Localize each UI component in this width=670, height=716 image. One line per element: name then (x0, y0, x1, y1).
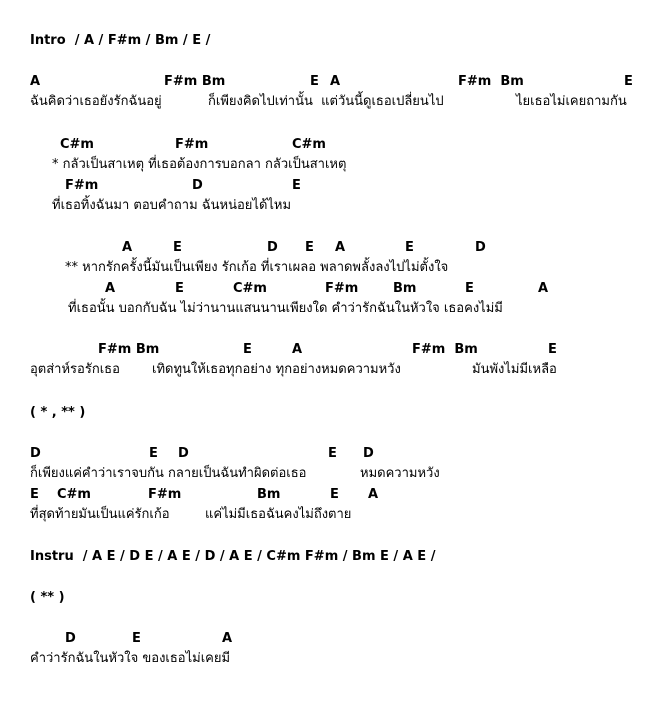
chord-symbol: A (538, 281, 549, 296)
chord-symbol: E (328, 446, 337, 461)
lyric-text: คำว่ารักฉันในหัวใจ ของเธอไม่เคยมี (30, 651, 231, 666)
chord-symbol: Bm (393, 281, 417, 296)
section-heading (0, 403, 670, 423)
lyric-text: มันพังไม่มีเหลือ (472, 362, 557, 377)
chord-symbol: A (335, 240, 346, 255)
chord-symbol: E (624, 74, 633, 89)
chord-line (0, 135, 670, 155)
lyric-text: เทิดทูนให้เธอทุกอย่าง ทุกอย่างหมดความหวัง (152, 362, 401, 377)
chord-symbol: D (363, 446, 374, 461)
chord-symbol: A (368, 487, 379, 502)
lyric-line (0, 464, 670, 484)
lyric-text: แค่ไม่มีเธอฉันคงไม่ถึงตาย (205, 507, 352, 522)
heading-text: ( * , ** ) (30, 405, 86, 420)
chord-symbol: E (548, 342, 557, 357)
chord-symbol: F#m Bm (98, 342, 160, 357)
chord-symbol: A (330, 74, 341, 89)
lyric-line (0, 155, 670, 175)
lyric-line (0, 92, 670, 112)
chord-symbol: E (310, 74, 319, 89)
lyric-text: อุตส่าห์รอรักเธอ (30, 362, 120, 377)
heading-text: Intro / A / F#m / Bm / E / (30, 33, 211, 48)
chord-symbol: C#m (292, 137, 326, 152)
chord-symbol: A (292, 342, 303, 357)
chord-symbol: C#m (57, 487, 91, 502)
chord-symbol: F#m Bm (412, 342, 478, 357)
chord-line (0, 176, 670, 196)
chord-symbol: C#m (233, 281, 267, 296)
chord-line (0, 485, 670, 505)
chord-symbol: E (330, 487, 339, 502)
chord-symbol: D (65, 631, 76, 646)
chord-symbol: A (222, 631, 233, 646)
chord-symbol: F#m Bm (458, 74, 524, 89)
chord-symbol: E (149, 446, 158, 461)
chord-symbol: D (267, 240, 278, 255)
chord-symbol: F#m (65, 178, 99, 193)
lyric-text: ไยเธอไม่เคยถามกัน (516, 94, 627, 109)
lyric-text: ที่เธอนั้น บอกกับฉัน ไม่ว่านานแสนนานเพียงใด คำว่ารักฉันในหัวใจ เธอคงไม่มี (68, 301, 503, 316)
lyric-text: ก็เพียงคิดไปเท่านั้น แต่วันนี้ดูเธอเปลี่ยนไป (208, 94, 444, 109)
chord-symbol: E (465, 281, 474, 296)
lyric-text: ฉันคิดว่าเธอยังรักฉันอยู่ (30, 94, 162, 109)
chord-symbol: D (475, 240, 486, 255)
lyric-text: ที่เธอทิ้งฉันมา ตอบคำถาม ฉันหน่อยได้ไหม (52, 198, 292, 213)
lyric-text: * กลัวเป็นสาเหตุ ที่เธอต้องการบอกลา กลัวเป็นสาเหตุ (52, 157, 347, 172)
chord-symbol: E (292, 178, 301, 193)
chord-symbol: D (178, 446, 189, 461)
lyric-text: ** หากรักครั้งนี้มันเป็นเพียง รักเก้อ ที่เราเผลอ พลาดพลั้งลงไปไม่ตั้งใจ (65, 260, 449, 275)
heading-text: ( ** ) (30, 590, 65, 605)
section-heading (0, 31, 670, 51)
chord-line (0, 238, 670, 258)
lyric-line (0, 505, 670, 525)
chord-line (0, 72, 670, 92)
chord-line (0, 629, 670, 649)
chord-symbol: A (105, 281, 116, 296)
section-heading (0, 547, 670, 567)
chord-symbol: E (173, 240, 182, 255)
lyric-line (0, 649, 670, 669)
chord-symbol: E (175, 281, 184, 296)
chord-symbol: E (132, 631, 141, 646)
chord-symbol: E (243, 342, 252, 357)
chord-symbol: F#m (325, 281, 359, 296)
lyric-text: ก็เพียงแค่คำว่าเราจบกัน กลายเป็นฉันทำผิดต่อเธอ (30, 466, 307, 481)
lyric-line (0, 196, 670, 216)
chord-symbol: A (30, 74, 41, 89)
lyric-line (0, 258, 670, 278)
chord-symbol: E (30, 487, 39, 502)
chord-symbol: E (305, 240, 314, 255)
section-heading (0, 588, 670, 608)
heading-text: Instru / A E / D E / A E / D / A E / C#m F#m / Bm E / A E / (30, 549, 436, 564)
chord-symbol: Bm (257, 487, 281, 502)
lyric-line (0, 360, 670, 380)
lyric-text: ที่สุดท้ายมันเป็นแค่รักเก้อ (30, 507, 170, 522)
chord-symbol: E (405, 240, 414, 255)
chord-line (0, 279, 670, 299)
chord-symbol: F#m (148, 487, 182, 502)
chord-symbol: C#m (60, 137, 94, 152)
chord-symbol: A (122, 240, 133, 255)
chord-line (0, 340, 670, 360)
chord-symbol: D (30, 446, 41, 461)
chord-line (0, 444, 670, 464)
lyric-line (0, 299, 670, 319)
chord-symbol: F#m (175, 137, 209, 152)
chord-symbol: D (192, 178, 203, 193)
lyric-text: หมดความหวัง (360, 466, 440, 481)
chord-symbol: F#m Bm (164, 74, 226, 89)
